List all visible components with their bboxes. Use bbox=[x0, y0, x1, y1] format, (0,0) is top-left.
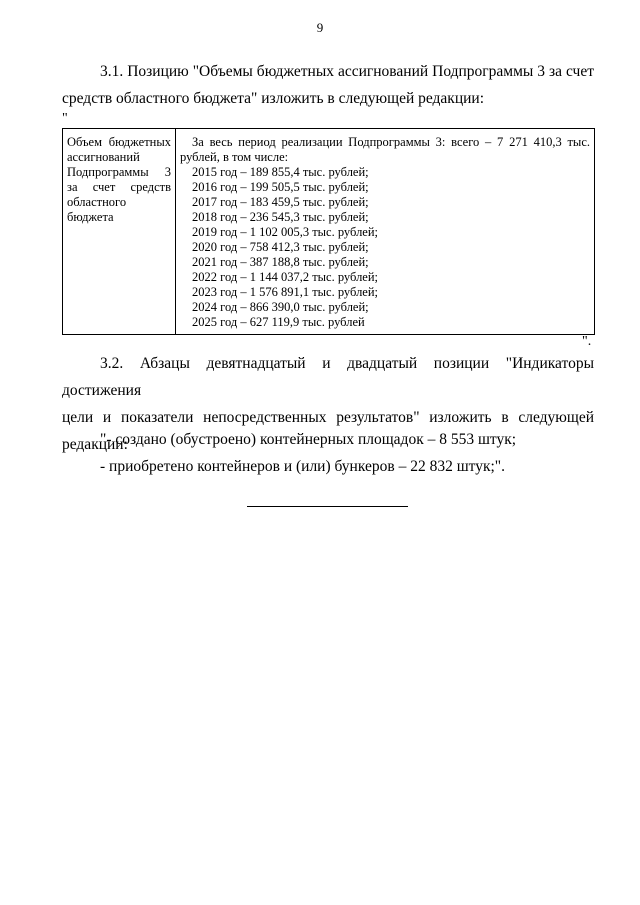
section-3-2-line-2: цели и показатели непосредственных результатов" изложить в следующей bbox=[62, 409, 594, 426]
table-cell-label: Объем бюджетных ассигнований Подпрограммы 3 за счет средств областного бюджета bbox=[63, 129, 176, 335]
table-cell-values bbox=[176, 129, 595, 335]
year-line: 2023 год – 1 576 891,1 тыс. рублей; bbox=[192, 285, 379, 299]
section-3-1-line-1: 3.1. Позицию "Объемы бюджетных ассигнований Подпрограммы 3 за счет bbox=[100, 63, 594, 80]
year-line: 2017 год – 183 459,5 тыс. рублей; bbox=[192, 195, 369, 209]
year-line: 2021 год – 387 188,8 тыс. рублей; bbox=[192, 255, 369, 269]
page-number: 9 bbox=[316, 20, 324, 35]
section-3-2-line-1: 3.2. Абзацы девятнадцатый и двадцатый позиции "Индикаторы достижения bbox=[62, 355, 594, 399]
opening-quote: " bbox=[62, 111, 68, 126]
year-line: 2020 год – 758 412,3 тыс. рублей; bbox=[192, 240, 369, 254]
year-line: 2016 год – 199 505,5 тыс. рублей; bbox=[192, 180, 369, 194]
list-item: - приобретено контейнеров и (или) бункеров – 22 832 штук;". bbox=[100, 458, 505, 475]
year-line: 2015 год – 189 855,4 тыс. рублей; bbox=[192, 165, 369, 179]
year-line: 2024 год – 866 390,0 тыс. рублей; bbox=[192, 300, 369, 314]
budget-allocation-table bbox=[62, 128, 595, 335]
table-row bbox=[63, 129, 595, 335]
section-3-1-paragraph bbox=[62, 58, 594, 112]
year-line: 2019 год – 1 102 005,3 тыс. рублей; bbox=[192, 225, 379, 239]
section-3-1-line-2: средств областного бюджета" изложить в следующей редакции: bbox=[62, 90, 485, 107]
including-line: рублей, в том числе: bbox=[180, 150, 289, 164]
year-line: 2022 год – 1 144 037,2 тыс. рублей; bbox=[192, 270, 379, 284]
year-line: 2018 год – 236 545,3 тыс. рублей; bbox=[192, 210, 369, 224]
closing-quote: ". bbox=[582, 334, 592, 349]
section-3-2-line-3: редакции: bbox=[62, 436, 128, 453]
year-line: 2025 год – 627 119,9 тыс. рублей bbox=[192, 315, 365, 329]
list-item: "- создано (обустроено) контейнерных площадок – 8 553 штук; bbox=[100, 431, 517, 448]
total-amount-line: За весь период реализации Подпрограммы 3: всего – 7 271 410,3 тыс. bbox=[192, 135, 590, 149]
separator-line bbox=[247, 506, 408, 507]
